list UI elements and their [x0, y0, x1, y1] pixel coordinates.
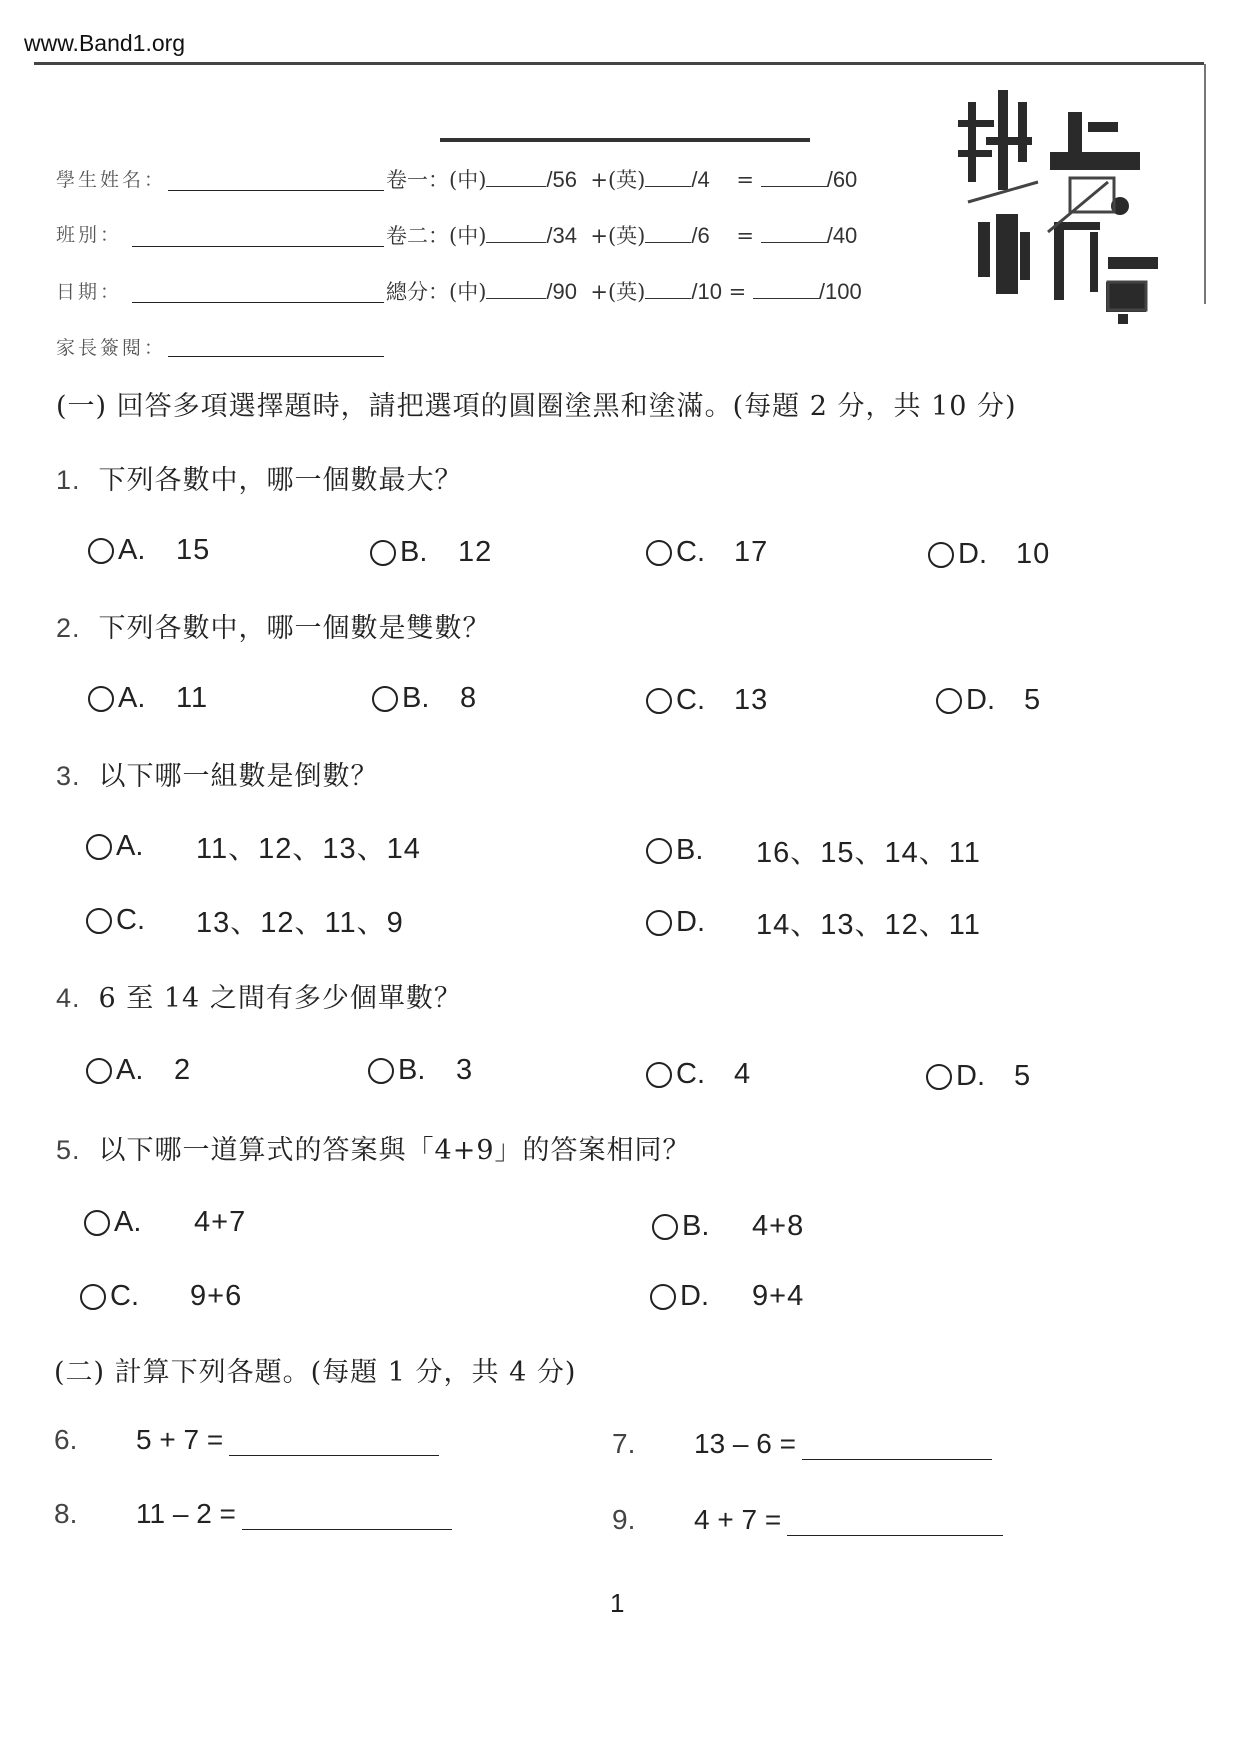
- paper-logo-graphic: [958, 82, 1168, 327]
- site-label: www.Band1.org: [24, 30, 186, 56]
- score-plus: +: [590, 224, 608, 248]
- paper-logo: [958, 82, 1168, 331]
- calc-item-9: [612, 1504, 1003, 1536]
- score-zh-total: /90: [546, 279, 577, 304]
- radio-bubble-icon[interactable]: [646, 688, 672, 714]
- calc-expression: 11 – 2 =: [136, 1498, 236, 1529]
- radio-bubble-icon[interactable]: [646, 910, 672, 936]
- q4-option-d[interactable]: [926, 1060, 1031, 1093]
- score-total-blank[interactable]: [753, 280, 819, 299]
- option-value: 14、13、12、11: [756, 909, 981, 941]
- score-row-total: [386, 276, 862, 306]
- question-5: [56, 1128, 691, 1167]
- calc-expression: 13 – 6 =: [694, 1428, 796, 1459]
- class-label: 班別：: [56, 224, 123, 246]
- q5-option-d[interactable]: [650, 1280, 804, 1313]
- q1-option-d[interactable]: [928, 538, 1050, 571]
- option-letter: A.: [118, 534, 146, 566]
- student-name-line[interactable]: [168, 190, 384, 191]
- option-value: 13、12、11、9: [196, 907, 404, 939]
- score-equals: =: [736, 168, 755, 192]
- score-total: /100: [818, 279, 862, 304]
- score-row-paper1: [386, 164, 857, 194]
- page-number: 1: [610, 1588, 625, 1618]
- question-1: [56, 458, 463, 497]
- option-letter: A.: [118, 682, 146, 714]
- radio-bubble-icon[interactable]: [652, 1214, 678, 1240]
- option-value: 12: [458, 536, 493, 568]
- score-zh-total: /34: [546, 223, 577, 248]
- calc-expression: 5 + 7 =: [136, 1424, 224, 1455]
- score-row-paper2: [386, 220, 857, 250]
- option-value: 3: [456, 1054, 474, 1086]
- q5-option-c[interactable]: [80, 1280, 242, 1313]
- radio-bubble-icon[interactable]: [370, 540, 396, 566]
- title-bar: [440, 138, 810, 142]
- q3-option-c[interactable]: [86, 900, 404, 941]
- option-letter: D.: [956, 1060, 985, 1092]
- option-letter: C.: [676, 684, 705, 716]
- score-zh-blank[interactable]: [486, 224, 546, 243]
- option-letter: D.: [958, 538, 987, 570]
- radio-bubble-icon[interactable]: [646, 1062, 672, 1088]
- q5-option-a[interactable]: [84, 1206, 246, 1239]
- top-rule: [34, 62, 1204, 65]
- score-en-blank[interactable]: [645, 224, 691, 243]
- score-total: /60: [826, 167, 858, 192]
- calc-item-7: [612, 1428, 992, 1460]
- q3-option-d[interactable]: [646, 902, 981, 943]
- score-paper-label: 卷二：: [386, 224, 449, 248]
- option-value: 9+6: [190, 1280, 243, 1312]
- score-en-label: (英): [607, 224, 646, 248]
- radio-bubble-icon[interactable]: [80, 1284, 106, 1310]
- radio-bubble-icon[interactable]: [646, 540, 672, 566]
- score-en-blank[interactable]: [645, 280, 691, 299]
- question-number: 3.: [56, 761, 81, 791]
- score-en-blank[interactable]: [645, 168, 691, 187]
- q1-option-b[interactable]: [370, 536, 492, 569]
- calc-item-6: [54, 1424, 439, 1456]
- option-letter: B.: [682, 1210, 710, 1242]
- question-3: [56, 754, 379, 793]
- question-4: [56, 976, 462, 1015]
- radio-bubble-icon[interactable]: [88, 686, 114, 712]
- q3-option-b[interactable]: [646, 830, 981, 871]
- q4-option-b[interactable]: [368, 1054, 473, 1087]
- option-letter: D.: [680, 1280, 709, 1312]
- score-zh-blank[interactable]: [486, 168, 546, 187]
- section2-heading: (二) 計算下列各題。(每題 1 分，共 4 分): [54, 1357, 577, 1388]
- answer-input[interactable]: [229, 1425, 439, 1456]
- option-value: 9+4: [752, 1280, 805, 1312]
- question-2: [56, 606, 491, 645]
- radio-bubble-icon[interactable]: [646, 838, 672, 864]
- parent-signature-line[interactable]: [168, 356, 384, 357]
- score-paper-label: 卷一：: [386, 168, 449, 192]
- q3-option-a[interactable]: [86, 826, 421, 867]
- option-letter: B.: [402, 682, 430, 714]
- radio-bubble-icon[interactable]: [84, 1210, 110, 1236]
- option-letter: B.: [676, 834, 704, 866]
- q1-option-c[interactable]: [646, 536, 768, 569]
- option-value: 10: [1016, 538, 1051, 570]
- date-line[interactable]: [132, 302, 384, 303]
- radio-bubble-icon[interactable]: [372, 686, 398, 712]
- q5-option-b[interactable]: [652, 1210, 804, 1243]
- date-label: 日期：: [56, 281, 123, 303]
- score-en-total: /4: [691, 167, 710, 192]
- q4-option-c[interactable]: [646, 1058, 751, 1091]
- calc-item-8: [54, 1498, 452, 1530]
- score-zh-label: (中): [449, 168, 487, 192]
- option-value: 15: [176, 534, 211, 566]
- class-line[interactable]: [132, 246, 384, 247]
- option-letter: C.: [676, 536, 705, 568]
- option-letter: C.: [110, 1280, 139, 1312]
- calc-expression: 4 + 7 =: [694, 1504, 782, 1535]
- option-letter: A.: [116, 1054, 144, 1086]
- q1-option-a[interactable]: [88, 534, 210, 567]
- q2-option-d[interactable]: [936, 684, 1041, 717]
- calc-number: 7.: [612, 1428, 636, 1459]
- calc-number: 6.: [54, 1424, 78, 1455]
- q2-option-a[interactable]: [88, 682, 208, 715]
- parent-signature-label: 家長簽閱：: [56, 337, 167, 359]
- option-letter: A.: [114, 1206, 142, 1238]
- score-zh-total: /56: [546, 167, 577, 192]
- score-plus: +: [590, 168, 608, 192]
- option-value: 5: [1024, 684, 1042, 716]
- score-paper-label: 總分：: [386, 280, 449, 304]
- option-value: 11: [176, 682, 209, 714]
- option-value: 2: [174, 1054, 192, 1086]
- radio-bubble-icon[interactable]: [936, 688, 962, 714]
- score-equals: =: [728, 280, 747, 304]
- score-zh-label: (中): [449, 224, 487, 248]
- option-value: 16、15、14、11: [756, 837, 981, 869]
- option-value: 8: [460, 682, 478, 714]
- question-number: 4.: [56, 983, 81, 1013]
- score-en-total: /6: [691, 223, 710, 248]
- question-text: 下列各數中，哪一個數是雙數？: [98, 613, 491, 644]
- score-en-label: (英): [607, 280, 646, 304]
- option-letter: B.: [398, 1054, 426, 1086]
- calc-number: 9.: [612, 1504, 636, 1535]
- q2-option-c[interactable]: [646, 684, 768, 717]
- radio-bubble-icon[interactable]: [368, 1058, 394, 1084]
- radio-bubble-icon[interactable]: [86, 834, 112, 860]
- option-letter: D.: [676, 906, 705, 938]
- score-total-blank[interactable]: [761, 168, 827, 187]
- score-total: /40: [826, 223, 858, 248]
- answer-input[interactable]: [787, 1505, 1003, 1536]
- option-value: 4+8: [752, 1210, 805, 1242]
- question-number: 5.: [56, 1135, 81, 1165]
- question-text: 下列各數中，哪一個數最大？: [98, 465, 463, 496]
- radio-bubble-icon[interactable]: [650, 1284, 676, 1310]
- option-value: 13: [734, 684, 769, 716]
- question-text: 以下哪一道算式的答案與「4+9」的答案相同？: [98, 1135, 691, 1166]
- section1-heading: (一) 回答多項選擇題時，請把選項的圓圈塗黑和塗滿。(每題 2 分，共 10 分): [56, 391, 1017, 422]
- score-plus: +: [590, 280, 608, 304]
- radio-bubble-icon[interactable]: [86, 1058, 112, 1084]
- option-value: 17: [734, 536, 769, 568]
- option-letter: D.: [966, 684, 995, 716]
- option-letter: A.: [116, 830, 144, 862]
- option-value: 4: [734, 1058, 752, 1090]
- question-number: 2.: [56, 613, 81, 643]
- score-en-label: (英): [607, 168, 646, 192]
- q2-option-b[interactable]: [372, 682, 477, 715]
- option-letter: C.: [116, 904, 145, 936]
- q4-option-a[interactable]: [86, 1054, 191, 1087]
- radio-bubble-icon[interactable]: [928, 542, 954, 568]
- answer-input[interactable]: [242, 1499, 452, 1530]
- radio-bubble-icon[interactable]: [926, 1064, 952, 1090]
- question-text: 6 至 14 之間有多少個單數？: [98, 983, 462, 1014]
- option-value: 4+7: [194, 1206, 247, 1238]
- option-value: 11、12、13、14: [196, 833, 421, 865]
- student-name-label: 學生姓名：: [56, 169, 167, 191]
- calc-number: 8.: [54, 1498, 78, 1529]
- option-value: 5: [1014, 1060, 1032, 1092]
- radio-bubble-icon[interactable]: [86, 908, 112, 934]
- right-edge-rule: [1204, 64, 1206, 304]
- score-equals: =: [736, 224, 755, 248]
- question-text: 以下哪一組數是倒數？: [98, 761, 379, 792]
- question-number: 1.: [56, 465, 81, 495]
- score-zh-blank[interactable]: [486, 280, 546, 299]
- score-en-total: /10: [691, 279, 722, 304]
- score-zh-label: (中): [449, 280, 487, 304]
- radio-bubble-icon[interactable]: [88, 538, 114, 564]
- answer-input[interactable]: [802, 1429, 992, 1460]
- score-total-blank[interactable]: [761, 224, 827, 243]
- option-letter: B.: [400, 536, 428, 568]
- option-letter: C.: [676, 1058, 705, 1090]
